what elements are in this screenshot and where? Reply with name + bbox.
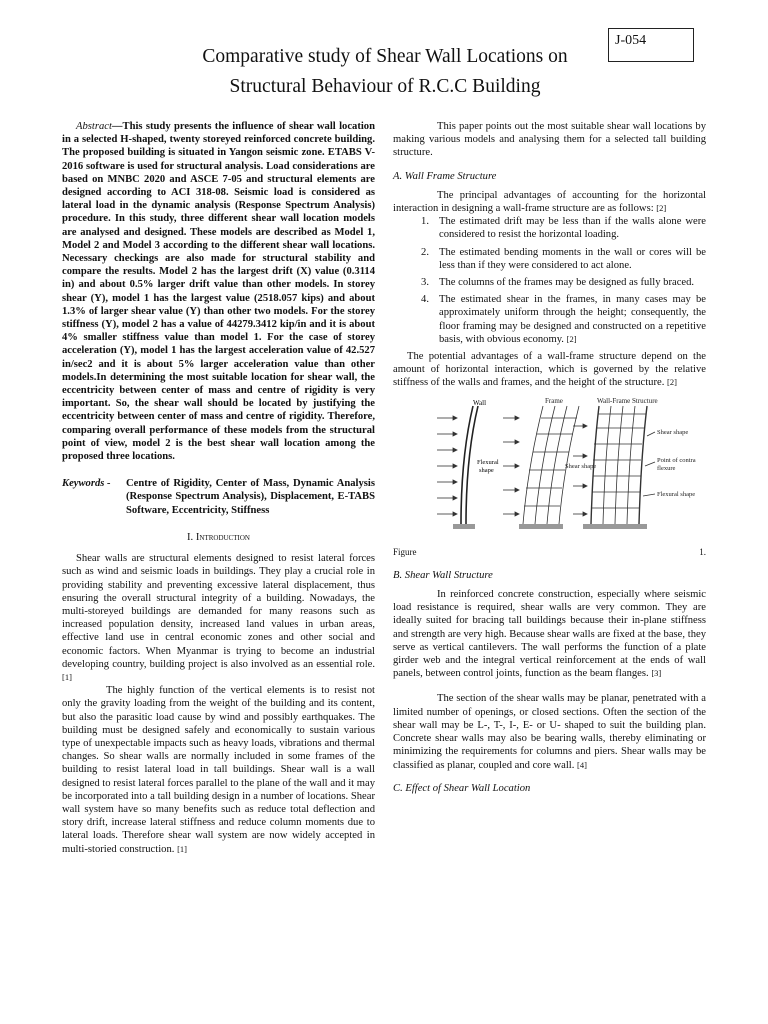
wall-frame-diagram xyxy=(433,396,703,536)
svg-text:Flexural: Flexural xyxy=(477,458,499,466)
figure-caption xyxy=(393,546,706,559)
citation: [3] xyxy=(651,668,662,679)
intro-p1-text: Shear walls are structural elements designed to resist lateral forces such as wind and seismic loads in buildings. They play a crucial role in providing stability and preventing excessive lateral displacement, thus ensuring the overall structural integrity of a building. Nowadays, the multi-storeyed buildings are demanded for many reasons such as increased population density, increased land values in urban areas, effective land use in central economic zones and other social and economic factors. When Myanmar is trying to become an industrial developing country, building project is also involved as an essential role. xyxy=(62,553,375,670)
citation: [4] xyxy=(577,759,587,770)
list-text xyxy=(439,293,706,346)
list-text-body: The estimated shear in the frames, in many cases may be approximately uniform through the height; consequently, the floor framing may be designed and constructed on a repetitive basis, with obvious economy. xyxy=(439,294,706,345)
section-a-intro xyxy=(393,189,706,215)
intro-heading-text: Introduction xyxy=(195,531,250,543)
citation: [1] xyxy=(62,671,72,682)
list-number: 2. xyxy=(421,246,429,258)
list-item xyxy=(393,293,706,346)
section-b-paragraph-1 xyxy=(393,588,706,680)
keywords-label: Keywords - xyxy=(62,478,111,490)
section-a-p2-text: The potential advantages of a wall-frame structure depend on the amount of horizontal interaction, which is governed by the relative stiffness of the walls and frames, and the height of the structure. xyxy=(393,351,706,389)
svg-text:Wall-Frame Structure: Wall-Frame Structure xyxy=(597,396,658,405)
figure-1 xyxy=(393,396,706,542)
list-text: The estimated bending moments in the wall or cores will be less than if they were considered to act alone. xyxy=(439,246,706,271)
section-a-heading: A. Wall Frame Structure xyxy=(393,170,497,182)
svg-text:Flexural shape: Flexural shape xyxy=(657,490,696,498)
advantages-list xyxy=(393,215,706,346)
keywords-text: Centre of Rigidity, Center of Mass, Dynamic Analysis (Response Spectrum Analysis), Displacement, E-TABS Software, Eccentricity, Stiffness xyxy=(126,478,375,516)
keywords xyxy=(62,477,375,517)
section-c-heading: C. Effect of Shear Wall Location xyxy=(393,782,531,794)
intro-heading xyxy=(62,531,375,544)
list-number: 1. xyxy=(421,216,429,228)
list-item xyxy=(393,215,706,241)
section-a-paragraph-2 xyxy=(393,350,706,390)
section-b-paragraph-2 xyxy=(393,692,706,771)
abstract-label: Abstract xyxy=(76,121,112,132)
section-b-heading: B. Shear Wall Structure xyxy=(393,569,493,581)
intro-paragraph-2 xyxy=(62,684,375,856)
right-column xyxy=(393,120,706,801)
paper-title xyxy=(150,42,620,102)
paper-id: J-054 xyxy=(615,33,647,48)
intro-paragraph-1 xyxy=(62,552,375,684)
svg-text:Wall: Wall xyxy=(473,398,487,407)
paper-id-box xyxy=(608,28,694,62)
list-number: 4. xyxy=(421,294,429,306)
list-item xyxy=(393,276,706,289)
abstract xyxy=(62,120,375,463)
title-line-1: Comparative study of Shear Wall Locations on xyxy=(202,46,568,67)
frame-diagram xyxy=(503,397,596,529)
citation: [2] xyxy=(566,333,577,344)
list-item xyxy=(393,246,706,272)
citation: [1] xyxy=(177,843,187,854)
figure-caption-number: 1. xyxy=(699,546,706,557)
svg-text:Frame: Frame xyxy=(545,396,563,405)
svg-text:Shear shape: Shear shape xyxy=(565,462,597,470)
section-b-p1-text: In reinforced concrete construction, especially where seismic load resistance is required, shear walls are very common. They are ideally suited for bracing tall buildings because their in-plane stiffness and strength are very high. Because shear walls are fixed at the base, they serve as vertical cantilevers. The wall performs the function of a plate girder web and the integral vertical reinforcement at the ends of wall panels, between control joints, function as the beam flanges. xyxy=(393,589,706,680)
citation: [2] xyxy=(667,377,677,388)
section-a-intro-text: The principal advantages of accounting for the horizontal interaction in designing a wall-frame structure are as follows: xyxy=(393,189,706,215)
right-paragraph-1: This paper points out the most suitable shear wall locations by making various models and analysing them for a selected tall building structure. xyxy=(393,121,706,159)
section-b-p2-text: The section of the shear walls may be planar, penetrated with a limited number of openings, or closed sections. Often the section of the shear wall may be L-, T-, I-, E- or U- shaped to suit the building plan. Concrete shear walls may also be bearing walls, thereby eliminating or minimizing the requirements for columns and piers. Shear walls may be classified as planar, coupled and core wall. xyxy=(393,693,706,771)
svg-text:flexure: flexure xyxy=(657,464,676,472)
list-number: 3. xyxy=(421,277,429,289)
citation: [2] xyxy=(656,203,667,214)
figure-caption-label: Figure xyxy=(393,546,417,557)
abstract-dash: — xyxy=(111,121,123,132)
abstract-text: This study presents the influence of shear wall location in a selected H-shaped, twenty storeyed reinforced concrete building. The proposed building is situated in Yangon seismic zone. ETABS V-2016 software is used for structural analysis. Load considerations are based on MNBC 2020 and ASCE 7-05 and structural elements are designed according to ACI 318-08. Seismic load is considered as lateral load in the dynamic analysis (Response Spectrum Analysis) procedure. In this study, three different shear wall location models are analysed and designed. These models are described as Model 1, Model 2 and Model 3 according to the different shear wall locations. Necessary checkings are also made for structural stability and compare the results. Model 2 has the largest drift (X) value (0.3114 in) and about 0.5% larger drift value than other models. In storey shear (Y), model 1 has the largest value (2518.057 kips) and about 1.3% of larger shear value (Y) than other two models. For the storey stiffness (Y), model 2 has a value of 44279.3412 kip/in and it is about 4% smaller stiffness value than model 1. For the case of storey acceleration (Y), model 1 has the largest acceleration value of 42.527 in/sec2 and it is about 5% larger acceleration value than other models.In determining the most suitable location for shear wall, the eccentricity between center of mass and centre of rigidity is very important. So, the shear wall should be located by justifying the eccentricity between center of mass and centre of rigidity. Therefore, comparing overall performance of these models from the structural point of view, model 2 is the best shear wall location among the proposed three locations. xyxy=(62,121,375,463)
intro-p2-text: The highly function of the vertical elements is to resist not only the gravity loading from the weight of the building and its content, but also the parasitic load cause by wind and possibly earthquakes. The building must be designed safely and economically to sustain various type of unexpectable impacts such as heavy loads, vibrations and thermal changes. So shear walls are normally included in some frames of the building to resist lateral load in tall buildings. Shear wall is a wall designed to resist lateral forces parallel to the plane of the wall and it may be incorporated into a tall building design in a number of locations. Shear wall system have so many benefits such as reduce total deflection and story drift, increase lateral stiffness and reduce column moments due to lateral loads. Therefore shear wall system are now widely accepted in multi-storied construction. xyxy=(62,685,375,855)
svg-text:Shear shape: Shear shape xyxy=(657,428,689,436)
svg-text:Point of contra: Point of contra xyxy=(657,456,696,464)
wall-diagram xyxy=(437,399,499,529)
list-text: The estimated drift may be less than if the walls alone were considered to resist the horizontal loading. xyxy=(439,216,706,241)
list-text: The columns of the frames may be designed as fully braced. xyxy=(439,277,695,289)
intro-heading-num: I. xyxy=(187,531,196,543)
left-column xyxy=(62,120,375,856)
svg-text:shape: shape xyxy=(479,466,494,474)
title-line-2: Structural Behaviour of R.C.C Building xyxy=(229,76,541,97)
